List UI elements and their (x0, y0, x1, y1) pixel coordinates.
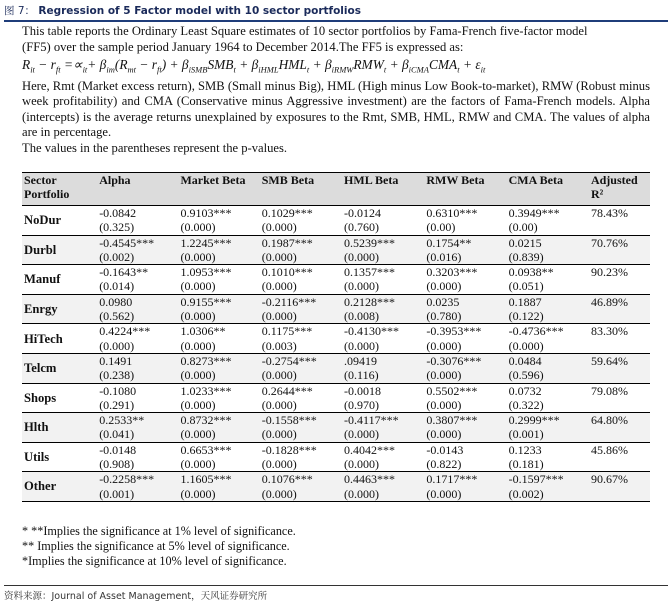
smb-pvalue: (0.000) (261, 279, 297, 294)
alpha-pvalue: (0.014) (99, 279, 135, 294)
cma-cell (507, 353, 589, 383)
cma-estimate: 0.2999*** (508, 413, 560, 428)
note-5pct: ** Implies the significance at 5% level of significance. (22, 539, 290, 554)
smb-estimate: 0.2644*** (261, 383, 313, 398)
header-market-beta: Market Beta (180, 173, 246, 187)
hml-cell (342, 353, 424, 383)
rmw-cell (424, 442, 506, 472)
description-block (22, 24, 650, 156)
figure-label: 图 7： (4, 5, 36, 17)
market-pvalue: (0.000) (180, 368, 216, 383)
market-cell (178, 383, 259, 413)
hml-pvalue: (0.008) (344, 309, 380, 324)
hml-cell (342, 383, 424, 413)
smb-cell (260, 206, 342, 236)
alpha-estimate: 0.1491 (99, 353, 133, 368)
alpha-estimate: -0.1080 (99, 383, 137, 398)
sector-name: Enrgy (24, 301, 58, 316)
rmw-estimate: 0.3807*** (426, 413, 478, 428)
alpha-estimate: -0.0148 (99, 442, 137, 457)
adjusted-r2-value: 59.64% (590, 353, 628, 368)
figure-title: Regression of 5 Factor model with 10 sector portfolios (38, 5, 361, 17)
rmw-estimate: -0.3953*** (426, 324, 482, 339)
description-factors: Here, Rmt (Market excess return), SMB (Small minus Big), HML (High minus Low Book-to-market), RMW (Robust minus week profitability) and CMA (Conservative minus Aggressive investment) are the factors of Fama-French models. Alpha (intercepts) is the average returns unexplained by exposures to the Rmt, SMB, HML, RMW and CMA. The values of alpha are in percentage. (22, 78, 650, 140)
adjusted-r2-value: 79.08% (590, 383, 628, 398)
alpha-estimate: -0.2258*** (99, 472, 155, 487)
rmw-pvalue: (0.000) (426, 338, 462, 353)
alpha-cell (97, 206, 178, 236)
cma-pvalue: (0.051) (508, 279, 544, 294)
market-estimate: 0.8732*** (180, 413, 232, 428)
market-cell (178, 294, 259, 324)
smb-estimate: -0.1828*** (261, 442, 317, 457)
smb-cell (260, 235, 342, 265)
adjusted-r2-value: 78.43% (590, 206, 628, 220)
smb-pvalue: (0.000) (261, 368, 297, 383)
rmw-pvalue: (0.016) (426, 249, 462, 264)
adjusted-r2-value: 90.67% (590, 472, 628, 487)
market-estimate: 1.0233*** (180, 383, 232, 398)
smb-estimate: -0.2754*** (261, 353, 317, 368)
sector-name: Shops (24, 390, 57, 405)
alpha-cell (97, 324, 178, 354)
cma-pvalue: (0.001) (508, 427, 544, 442)
smb-cell (260, 383, 342, 413)
cma-estimate: 0.0215 (508, 235, 542, 250)
smb-cell (260, 413, 342, 443)
rmw-estimate: 0.5502*** (426, 383, 478, 398)
rmw-cell (424, 413, 506, 443)
alpha-pvalue: (0.291) (99, 397, 135, 412)
rmw-pvalue: (0.000) (426, 279, 462, 294)
smb-pvalue: (0.000) (261, 249, 297, 264)
figure-header (4, 3, 668, 22)
cma-estimate: 0.0484 (508, 353, 542, 368)
market-cell (178, 235, 259, 265)
smb-cell (260, 353, 342, 383)
table-row (22, 294, 650, 324)
alpha-cell (97, 294, 178, 324)
hml-cell (342, 472, 424, 502)
market-cell (178, 324, 259, 354)
alpha-cell (97, 353, 178, 383)
rmw-estimate: 0.3203*** (426, 265, 478, 280)
cma-pvalue: (0.122) (508, 309, 544, 324)
table-row (22, 383, 650, 413)
table-row (22, 353, 650, 383)
market-cell (178, 442, 259, 472)
market-cell (178, 472, 259, 502)
significance-notes (22, 524, 650, 570)
smb-pvalue: (0.000) (261, 220, 297, 235)
table-header-row (22, 173, 650, 206)
hml-estimate: -0.4117*** (344, 413, 399, 428)
rmw-cell (424, 206, 506, 236)
smb-estimate: 0.1076*** (261, 472, 313, 487)
alpha-estimate: 0.4224*** (99, 324, 151, 339)
hml-estimate: 0.4463*** (344, 472, 396, 487)
smb-estimate: 0.1175*** (261, 324, 313, 339)
market-pvalue: (0.000) (180, 427, 216, 442)
rmw-estimate: 0.1717*** (426, 472, 478, 487)
smb-cell (260, 265, 342, 295)
alpha-pvalue: (0.041) (99, 427, 135, 442)
smb-estimate: -0.2116*** (261, 294, 317, 309)
alpha-estimate: -0.4545*** (99, 235, 155, 250)
cma-pvalue: (0.839) (508, 249, 544, 264)
note-10pct: *Implies the significance at 10% level of significance. (22, 554, 287, 569)
cma-estimate: 0.3949*** (508, 206, 560, 220)
smb-estimate: 0.1987*** (261, 235, 313, 250)
hml-pvalue: (0.000) (344, 486, 380, 501)
alpha-pvalue: (0.908) (99, 457, 135, 472)
market-pvalue: (0.000) (180, 279, 216, 294)
market-estimate: 1.0306** (180, 324, 226, 339)
cma-estimate: 0.0938** (508, 265, 554, 280)
hml-cell (342, 235, 424, 265)
smb-estimate: 0.1010*** (261, 265, 313, 280)
table-row (22, 442, 650, 472)
market-estimate: 0.8273*** (180, 353, 232, 368)
hml-pvalue: (0.000) (344, 249, 380, 264)
market-estimate: 1.0953*** (180, 265, 232, 280)
hml-pvalue: (0.000) (344, 457, 380, 472)
alpha-cell (97, 413, 178, 443)
market-cell (178, 413, 259, 443)
header-alpha: Alpha (99, 173, 131, 187)
cma-pvalue: (0.00) (508, 220, 538, 235)
hml-cell (342, 442, 424, 472)
adjusted-r2-value: 64.80% (590, 413, 628, 428)
market-estimate: 0.9103*** (180, 206, 232, 220)
rmw-estimate: -0.3076*** (426, 353, 482, 368)
hml-estimate: -0.0018 (344, 383, 382, 398)
hml-cell (342, 206, 424, 236)
market-estimate: 1.2245*** (180, 235, 232, 250)
cma-cell (507, 383, 589, 413)
sector-name: NoDur (24, 213, 62, 228)
table-body (22, 206, 650, 502)
cma-cell (507, 235, 589, 265)
cma-estimate: -0.1597*** (508, 472, 564, 487)
hml-estimate: 0.1357*** (344, 265, 396, 280)
alpha-estimate: -0.1643** (99, 265, 149, 280)
cma-cell (507, 324, 589, 354)
adjusted-r2-value: 83.30% (590, 324, 628, 339)
smb-estimate: 0.1029*** (261, 206, 313, 220)
table-row (22, 206, 650, 236)
smb-pvalue: (0.003) (261, 338, 297, 353)
cma-pvalue: (0.002) (508, 486, 544, 501)
alpha-pvalue: (0.562) (99, 309, 135, 324)
header-sector: Sector Portfolio (24, 173, 70, 201)
header-cma-beta: CMA Beta (508, 173, 563, 187)
rmw-pvalue: (0.00) (426, 220, 456, 235)
smb-estimate: -0.1558*** (261, 413, 317, 428)
cma-cell (507, 442, 589, 472)
hml-cell (342, 413, 424, 443)
smb-pvalue: (0.000) (261, 397, 297, 412)
hml-pvalue: (0.116) (344, 368, 379, 383)
hml-cell (342, 324, 424, 354)
hml-cell (342, 265, 424, 295)
hml-pvalue: (0.760) (344, 220, 380, 235)
sector-name: HiTech (24, 331, 63, 346)
cma-cell (507, 265, 589, 295)
rmw-cell (424, 294, 506, 324)
hml-estimate: 0.2128*** (344, 294, 396, 309)
rmw-estimate: 0.1754** (426, 235, 472, 250)
rmw-cell (424, 383, 506, 413)
alpha-estimate: 0.0980 (99, 294, 133, 309)
sector-name: Durbl (24, 242, 57, 257)
smb-pvalue: (0.000) (261, 427, 297, 442)
market-pvalue: (0.000) (180, 486, 216, 501)
table-row (22, 324, 650, 354)
rmw-pvalue: (0.000) (426, 397, 462, 412)
alpha-cell (97, 442, 178, 472)
rmw-cell (424, 353, 506, 383)
market-estimate: 0.6653*** (180, 442, 232, 457)
rmw-cell (424, 472, 506, 502)
sector-name: Utils (24, 449, 50, 464)
smb-pvalue: (0.000) (261, 486, 297, 501)
hml-cell (342, 294, 424, 324)
market-pvalue: (0.000) (180, 309, 216, 324)
rmw-cell (424, 265, 506, 295)
market-pvalue: (0.000) (180, 457, 216, 472)
cma-pvalue: (0.596) (508, 368, 544, 383)
description-line-2: (FF5) over the sample period January 1964 to December 2014.The FF5 is expressed as: (22, 39, 464, 54)
cma-pvalue: (0.000) (508, 338, 544, 353)
adjusted-r2-value: 90.23% (590, 265, 628, 280)
cma-estimate: 0.1887 (508, 294, 542, 309)
rmw-estimate: -0.0143 (426, 442, 464, 457)
rmw-pvalue: (0.000) (426, 368, 462, 383)
market-pvalue: (0.000) (180, 220, 216, 235)
hml-estimate: 0.4042*** (344, 442, 396, 457)
alpha-pvalue: (0.002) (99, 249, 135, 264)
hml-estimate: -0.4130*** (344, 324, 400, 339)
table-row (22, 235, 650, 265)
adjusted-r2-value: 46.89% (590, 294, 628, 309)
market-pvalue: (0.000) (180, 397, 216, 412)
rmw-pvalue: (0.780) (426, 309, 462, 324)
note-1pct: * **Implies the significance at 1% level of significance. (22, 524, 296, 538)
header-adjusted-r2: Adjusted R² (590, 173, 638, 201)
market-estimate: 0.9155*** (180, 294, 232, 309)
alpha-pvalue: (0.238) (99, 368, 135, 383)
cma-estimate: -0.4736*** (508, 324, 564, 339)
sector-name: Manuf (24, 272, 61, 287)
smb-cell (260, 442, 342, 472)
alpha-pvalue: (0.000) (99, 338, 135, 353)
sector-name: Other (24, 479, 57, 494)
header-smb-beta: SMB Beta (261, 173, 315, 187)
market-cell (178, 265, 259, 295)
alpha-pvalue: (0.325) (99, 220, 135, 235)
rmw-estimate: 0.0235 (426, 294, 460, 309)
description-pvalues: The values in the parentheses represent the p-values. (22, 140, 288, 155)
cma-pvalue: (0.181) (508, 457, 544, 472)
market-pvalue: (0.000) (180, 249, 216, 264)
hml-estimate: 0.5239*** (344, 235, 396, 250)
cma-cell (507, 294, 589, 324)
table-row (22, 472, 650, 502)
regression-table (22, 172, 650, 502)
hml-pvalue: (0.970) (344, 397, 380, 412)
hml-estimate: -0.0124 (344, 206, 382, 220)
hml-pvalue: (0.000) (344, 427, 380, 442)
description-line-1: This table reports the Ordinary Least Square estimates of 10 sector portfolios by Fama-French five-factor model (22, 24, 588, 38)
rmw-estimate: 0.6310*** (426, 206, 478, 220)
alpha-pvalue: (0.001) (99, 486, 135, 501)
source-line: 资料来源：Journal of Asset Management，天风证券研究所 (4, 585, 668, 602)
cma-estimate: 0.0732 (508, 383, 542, 398)
sector-name: Hlth (24, 420, 49, 435)
cma-cell (507, 206, 589, 236)
smb-cell (260, 472, 342, 502)
hml-pvalue: (0.000) (344, 279, 380, 294)
adjusted-r2-value: 45.86% (590, 442, 628, 457)
alpha-cell (97, 235, 178, 265)
alpha-cell (97, 472, 178, 502)
smb-cell (260, 294, 342, 324)
ff5-formula: $R_{it} - r_{ft} =\propto_{it}+ \beta_{im}(R_{mt} - r_{ft}) + \beta_{iSMB}SMB_t + \beta_{iHML}HML_t + \beta_{iRMW}RMW_t + \beta_{iCMA}CMA_t + \varepsilon_{it}$ (22, 57, 486, 75)
alpha-estimate: 0.2533** (99, 413, 145, 428)
cma-cell (507, 413, 589, 443)
rmw-cell (424, 235, 506, 265)
alpha-cell (97, 383, 178, 413)
hml-pvalue: (0.000) (344, 338, 380, 353)
hml-estimate: .09419 (344, 353, 378, 368)
adjusted-r2-value: 70.76% (590, 235, 628, 250)
rmw-pvalue: (0.000) (426, 486, 462, 501)
cma-pvalue: (0.322) (508, 397, 544, 412)
table-row (22, 265, 650, 295)
cma-estimate: 0.1233 (508, 442, 542, 457)
market-estimate: 1.1605*** (180, 472, 232, 487)
alpha-estimate: -0.0842 (99, 206, 137, 220)
header-rmw-beta: RMW Beta (426, 173, 485, 187)
market-cell (178, 353, 259, 383)
table-row (22, 413, 650, 443)
sector-name: Telcm (24, 361, 57, 376)
smb-cell (260, 324, 342, 354)
market-pvalue: (0.000) (180, 338, 216, 353)
rmw-pvalue: (0.822) (426, 457, 462, 472)
cma-cell (507, 472, 589, 502)
smb-pvalue: (0.000) (261, 457, 297, 472)
rmw-cell (424, 324, 506, 354)
market-cell (178, 206, 259, 236)
header-hml-beta: HML Beta (344, 173, 399, 187)
rmw-pvalue: (0.000) (426, 427, 462, 442)
smb-pvalue: (0.000) (261, 309, 297, 324)
alpha-cell (97, 265, 178, 295)
